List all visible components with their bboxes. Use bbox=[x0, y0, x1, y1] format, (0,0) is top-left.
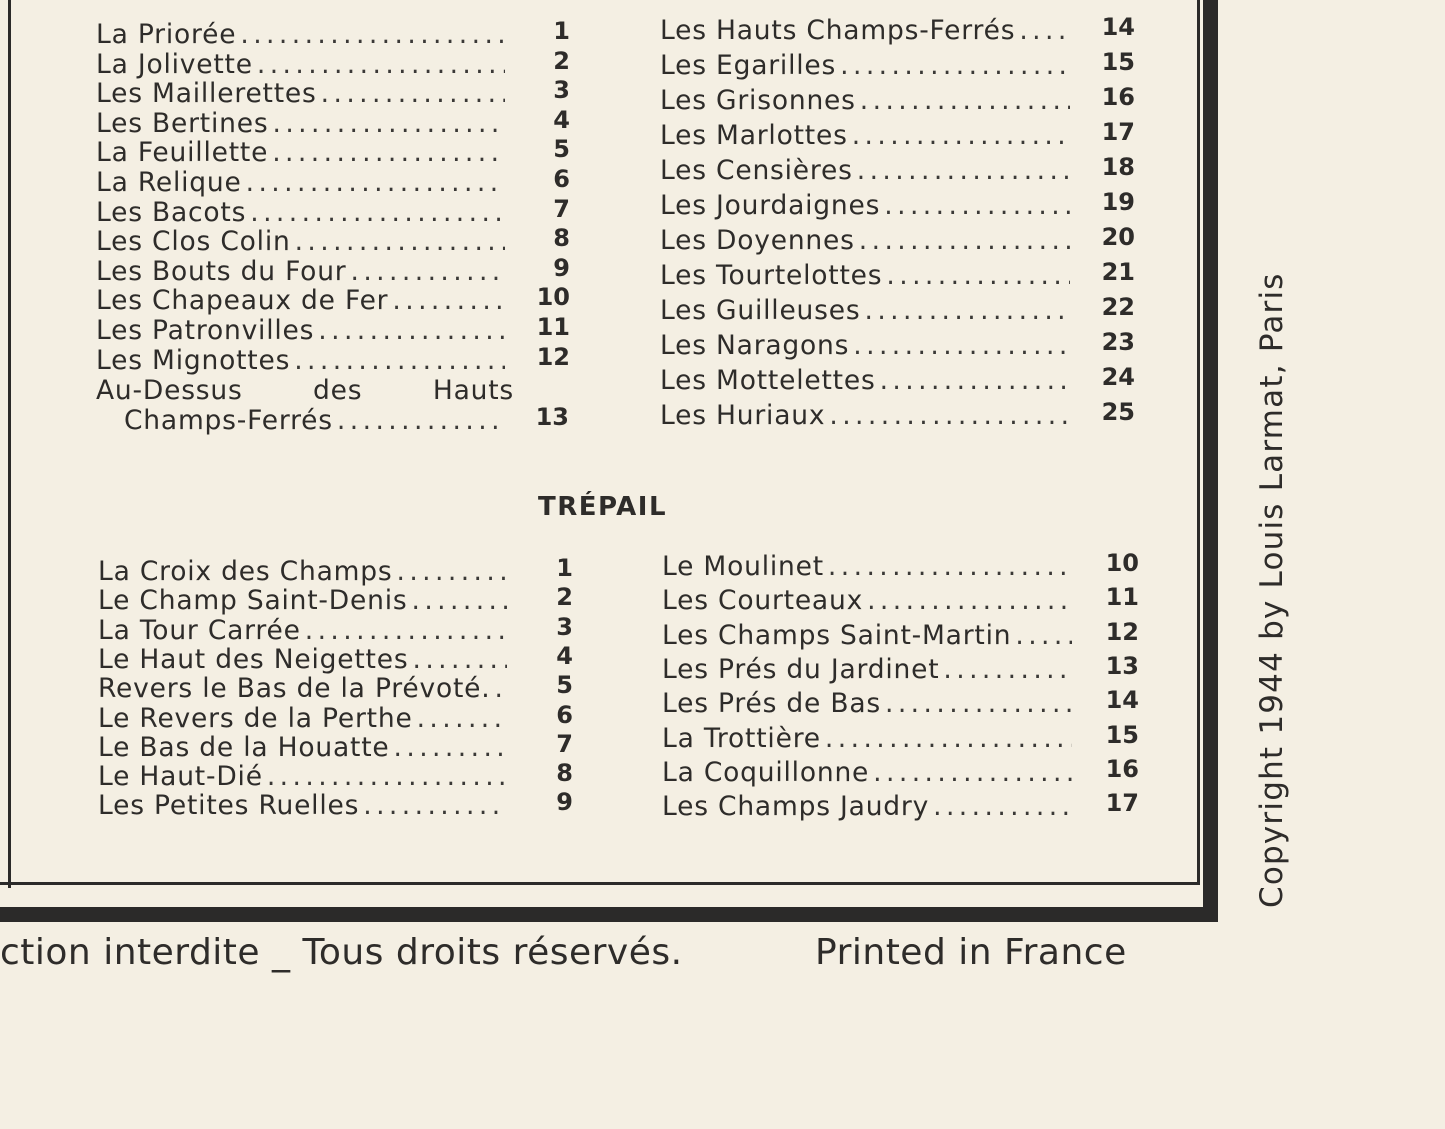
dot-leader bbox=[1015, 621, 1072, 651]
dot-leader bbox=[294, 346, 505, 376]
entry-number: 21 bbox=[1101, 258, 1135, 286]
list-item bbox=[96, 105, 570, 139]
list-item bbox=[96, 313, 570, 346]
entry-number: 19 bbox=[1101, 188, 1135, 216]
dot-leader bbox=[272, 109, 505, 139]
dot-leader bbox=[363, 791, 507, 821]
entry-name: La Trottière bbox=[662, 722, 821, 754]
list-item bbox=[660, 258, 1135, 291]
dot-leader bbox=[933, 792, 1072, 822]
entry-number: 18 bbox=[1101, 153, 1135, 181]
entry-name: Les Champs Saint-Martin bbox=[662, 619, 1012, 651]
entry-number: 24 bbox=[1101, 363, 1135, 391]
section-title-trepail: TRÉPAIL bbox=[538, 492, 668, 522]
entry-number: 13 bbox=[1105, 651, 1139, 680]
entry-number: 1 bbox=[556, 554, 573, 582]
entry-number: 12 bbox=[1105, 617, 1139, 646]
entry-name: Le Haut des Neigettes bbox=[98, 643, 409, 675]
entry-name: Les Mottelettes bbox=[660, 365, 876, 396]
dot-leader bbox=[396, 557, 507, 587]
entry-name: Les Chapeaux de Fer bbox=[96, 285, 389, 317]
list-item bbox=[660, 363, 1135, 396]
left-frame-rule bbox=[8, 0, 11, 888]
entry-number: 10 bbox=[536, 283, 570, 312]
entry-number: 20 bbox=[1101, 223, 1135, 251]
entry-number: 1 bbox=[553, 17, 570, 45]
dot-leader bbox=[411, 586, 507, 616]
entry-name: Les Bertines bbox=[96, 107, 269, 139]
entry-number: 13 bbox=[535, 403, 569, 431]
entry-number: 15 bbox=[1101, 48, 1135, 76]
list-item bbox=[662, 720, 1139, 754]
entry-name: Le Revers de la Perthe bbox=[98, 702, 413, 734]
entry-name: Les Doyennes bbox=[660, 225, 855, 256]
entry-number: 17 bbox=[1105, 789, 1139, 818]
entry-name: Revers le Bas de la Prévoté. bbox=[98, 673, 491, 705]
entry-number: 6 bbox=[553, 165, 570, 193]
entry-number: 8 bbox=[553, 224, 570, 253]
list-item bbox=[662, 686, 1139, 720]
entry-name: Les Egarilles bbox=[660, 50, 837, 81]
entry-number: 14 bbox=[1105, 686, 1139, 715]
entry-name: La Feuillette bbox=[96, 137, 269, 169]
dot-leader bbox=[257, 50, 505, 80]
entry-name: Les Jourdaignes bbox=[660, 190, 881, 221]
entry-name: Le Champ Saint-Denis bbox=[98, 585, 408, 617]
entry-number: 3 bbox=[556, 612, 573, 641]
dot-leader bbox=[246, 168, 505, 198]
entry-number: 2 bbox=[556, 583, 573, 612]
entry-number: 23 bbox=[1101, 328, 1135, 356]
list-item bbox=[96, 283, 570, 317]
entry-number: 17 bbox=[1101, 118, 1135, 146]
list-item bbox=[662, 754, 1139, 788]
list-item bbox=[660, 83, 1135, 116]
entry-number: 16 bbox=[1101, 83, 1135, 111]
dot-leader bbox=[240, 20, 505, 50]
list-item bbox=[96, 342, 570, 376]
dot-leader bbox=[318, 316, 505, 346]
dot-leader bbox=[392, 286, 505, 316]
entry-name: La Priorée bbox=[96, 19, 237, 50]
entry-name: Les Bouts du Four bbox=[96, 255, 347, 287]
footer-printed-text: Printed in France bbox=[815, 932, 1127, 973]
entry-number: 9 bbox=[556, 788, 573, 817]
entry-name: La Croix des Champs bbox=[98, 556, 393, 587]
entry-number: 4 bbox=[553, 105, 570, 134]
dot-leader bbox=[825, 724, 1072, 754]
dot-leader bbox=[417, 704, 507, 734]
dot-leader bbox=[412, 645, 507, 675]
entry-name: Le Bas de la Houatte bbox=[98, 731, 390, 763]
entry-number: 16 bbox=[1105, 754, 1139, 783]
dot-leader bbox=[267, 762, 507, 792]
list-item bbox=[660, 328, 1135, 361]
dot-leader bbox=[840, 51, 1070, 81]
entry-name: Le Haut-Dié bbox=[98, 761, 263, 793]
list-item bbox=[98, 583, 573, 617]
dot-leader bbox=[857, 156, 1070, 186]
dot-leader bbox=[867, 586, 1072, 616]
entry-name: Champs-Ferrés bbox=[124, 405, 333, 436]
dot-leader bbox=[495, 674, 508, 704]
entry-name: La Tour Carrée bbox=[98, 614, 301, 646]
list-item bbox=[96, 165, 570, 198]
list-item bbox=[662, 583, 1139, 617]
list-item bbox=[98, 641, 573, 675]
list-item bbox=[96, 253, 570, 287]
list-item bbox=[660, 188, 1135, 221]
list-item bbox=[662, 789, 1139, 823]
dot-leader bbox=[394, 733, 507, 763]
entry-number: 7 bbox=[556, 729, 573, 758]
dot-leader bbox=[305, 616, 507, 646]
list-item bbox=[660, 13, 1135, 46]
list-item bbox=[96, 17, 570, 50]
dot-leader bbox=[1019, 16, 1070, 46]
entry-name: Les Patronvilles bbox=[96, 315, 315, 346]
entry-name: Les Tourtelottes bbox=[660, 260, 883, 291]
dot-leader bbox=[943, 655, 1072, 685]
list-item bbox=[98, 612, 573, 646]
entry-number: 3 bbox=[553, 76, 570, 105]
list-item bbox=[662, 617, 1139, 651]
dot-leader bbox=[272, 138, 505, 168]
entry-number: 5 bbox=[556, 671, 573, 700]
entry-name: Les Petites Ruelles bbox=[98, 790, 360, 822]
multiline-entry-line1: Au-Dessus des Hauts bbox=[96, 375, 514, 406]
entry-name: Les Champs Jaudry bbox=[662, 791, 930, 823]
entry-name: Les Grisonnes bbox=[660, 85, 856, 116]
entry-number: 6 bbox=[556, 700, 573, 729]
list-item bbox=[660, 223, 1135, 256]
list-item bbox=[98, 700, 573, 734]
dot-leader bbox=[250, 198, 505, 228]
entry-number: 22 bbox=[1101, 293, 1135, 321]
dot-leader bbox=[350, 257, 505, 287]
entry-name: Les Huriaux bbox=[660, 400, 826, 431]
entry-name: Les Naragons bbox=[660, 330, 850, 361]
list-item bbox=[96, 76, 570, 110]
entry-name: Les Marlottes bbox=[660, 120, 848, 151]
entry-name: Les Mignottes bbox=[96, 344, 291, 376]
entry-name: Les Bacots bbox=[96, 196, 247, 228]
dot-leader bbox=[321, 79, 505, 109]
dot-leader bbox=[859, 226, 1070, 256]
list-item bbox=[660, 48, 1135, 81]
dot-leader bbox=[853, 331, 1070, 361]
dot-leader bbox=[295, 227, 505, 257]
entry-number: 15 bbox=[1105, 720, 1139, 749]
entry-number: 9 bbox=[553, 253, 570, 282]
entry-number: 5 bbox=[553, 135, 570, 164]
list-item bbox=[98, 554, 573, 587]
dot-leader bbox=[885, 689, 1072, 719]
list-item bbox=[660, 398, 1135, 431]
dot-leader bbox=[884, 191, 1070, 221]
dot-leader bbox=[873, 758, 1072, 788]
entry-name: Les Hauts Champs-Ferrés bbox=[660, 15, 1016, 46]
entry-name: Les Prés du Jardinet bbox=[662, 653, 940, 685]
entry-name: Les Courteaux bbox=[662, 585, 864, 617]
dot-leader bbox=[864, 296, 1070, 326]
entry-name: Les Maillerettes bbox=[96, 78, 317, 110]
entry-name: Les Guilleuses bbox=[660, 295, 861, 326]
entry-name: Le Moulinet bbox=[662, 551, 824, 582]
entry-name: Les Prés de Bas bbox=[662, 688, 881, 720]
list-item bbox=[98, 671, 573, 705]
dot-leader bbox=[828, 552, 1072, 582]
entry-number: 7 bbox=[553, 194, 570, 223]
footer-rights-text: ction interdite _ Tous droits réservés. bbox=[0, 932, 683, 973]
list-item bbox=[96, 46, 570, 80]
list-item bbox=[98, 759, 573, 793]
list-item bbox=[660, 293, 1135, 326]
dot-leader bbox=[886, 261, 1070, 291]
list-item bbox=[660, 118, 1135, 151]
list-item bbox=[98, 729, 573, 763]
dot-leader bbox=[829, 401, 1070, 431]
list-item bbox=[96, 135, 570, 169]
dot-leader bbox=[880, 366, 1070, 396]
dot-leader bbox=[860, 86, 1070, 116]
entry-number: 12 bbox=[536, 342, 570, 371]
list-item bbox=[662, 651, 1139, 685]
multiline-entry-line2 bbox=[124, 403, 569, 436]
entry-number: 25 bbox=[1101, 398, 1135, 426]
entry-number: 4 bbox=[556, 641, 573, 670]
list-item bbox=[96, 194, 570, 228]
entry-name: Les Censières bbox=[660, 155, 853, 186]
dot-leader bbox=[337, 406, 505, 436]
copyright-vertical-text: Copyright 1944 by Louis Larmat, Paris bbox=[1254, 272, 1290, 908]
entry-number: 11 bbox=[536, 313, 570, 341]
entry-number: 2 bbox=[553, 46, 570, 75]
entry-name: La Relique bbox=[96, 167, 242, 198]
entry-number: 14 bbox=[1101, 13, 1135, 41]
list-item bbox=[662, 549, 1139, 582]
list-item bbox=[660, 153, 1135, 186]
list-item bbox=[96, 224, 570, 258]
entry-name: Les Clos Colin bbox=[96, 226, 291, 258]
list-item bbox=[98, 788, 573, 822]
dot-leader bbox=[852, 121, 1070, 151]
entry-name: La Coquillonne bbox=[662, 756, 870, 788]
entry-name: La Jolivette bbox=[96, 48, 253, 80]
entry-number: 11 bbox=[1105, 583, 1139, 612]
entry-number: 8 bbox=[556, 759, 573, 788]
entry-number: 10 bbox=[1105, 549, 1139, 577]
